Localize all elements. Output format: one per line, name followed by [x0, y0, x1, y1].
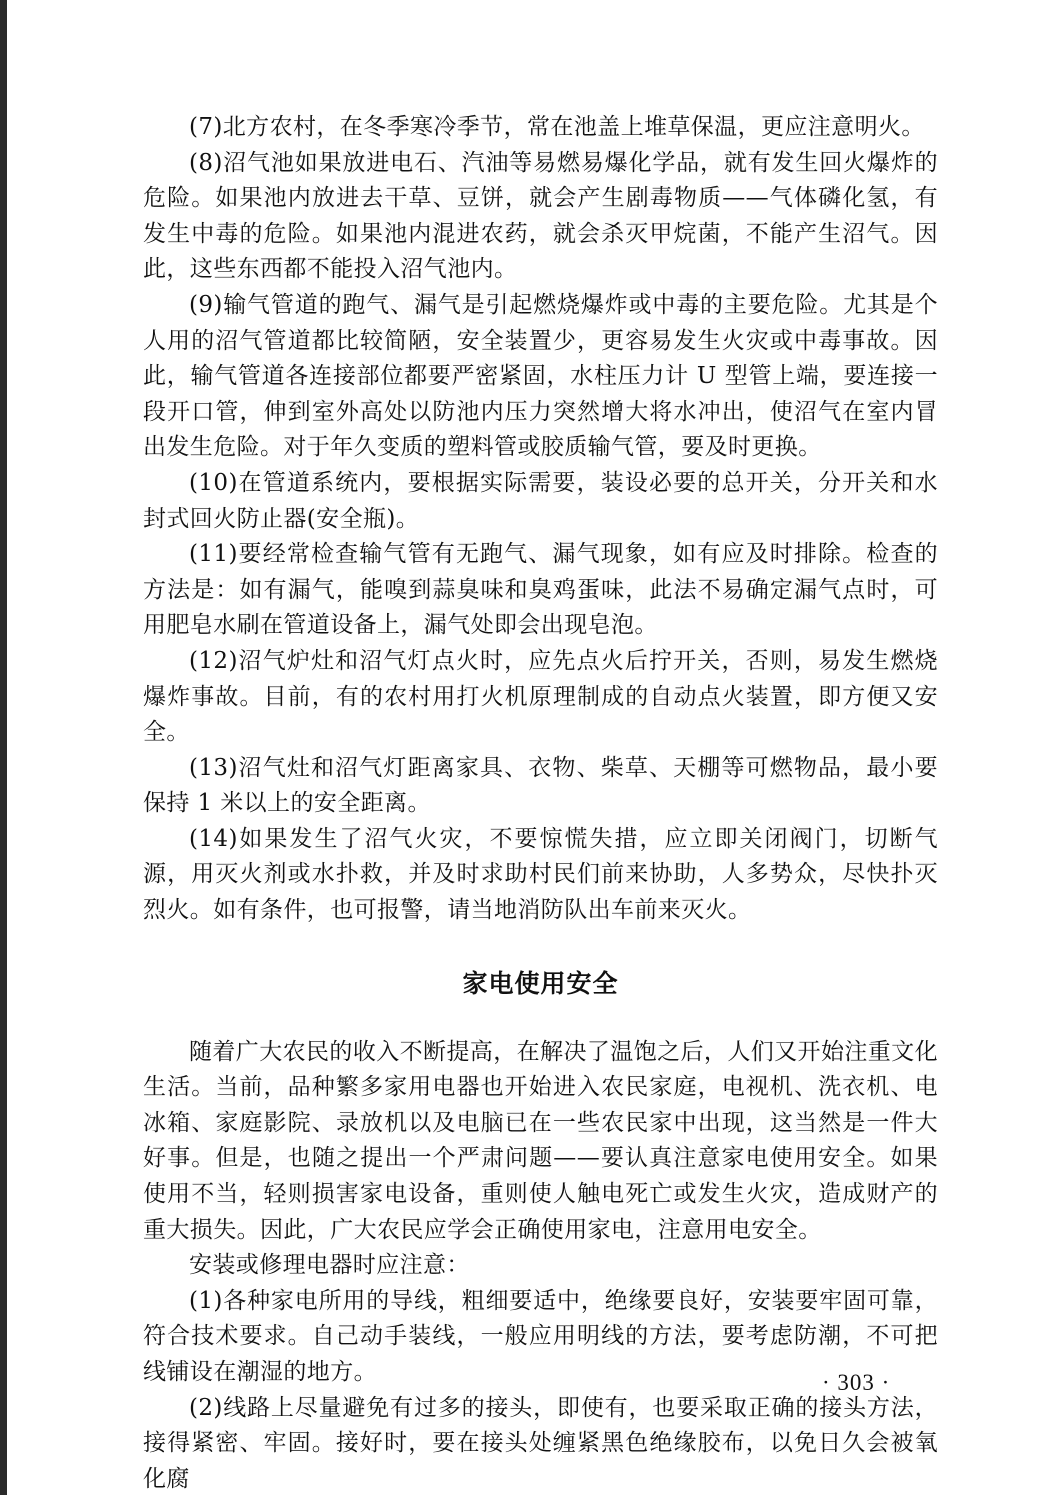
paragraph-notice: 安装或修理电器时应注意：: [189, 1252, 470, 1279]
paragraph-item-14: (14)如果发生了沼气火灾，不要惊慌失措，应立即关闭阀门，切断气源，用灭火剂或水扑救，并及时求助村民们前来协助，人多势众，尽快扑灭烈火。如有条件，也可报警，请当地消防队出车前来灭火。: [143, 825, 938, 924]
paragraph-rule-1: (1)各种家电所用的导线，粗细要适中，绝缘要良好，安装要牢固可靠，符合技术要求。自己动手装线，一般应用明线的方法，要考虑防潮，不可把线铺设在潮湿的地方。: [143, 1287, 938, 1385]
paragraph-item-13: (13)沼气灶和沼气灯距离家具、衣物、柴草、天棚等可燃物品，最小要保持 1 米以上的安全距离。: [143, 754, 938, 817]
paragraph-intro: 随着广大农民的收入不断提高，在解决了温饱之后，人们又开始注重文化生活。当前，品种繁多家用电器也开始进入农民家庭，电视机、洗衣机、电冰箱、家庭影院、录放机以及电脑已在一些农民家中出现，这当然是一件大好事。但是，也随之提出一个严肃问题——要认真注意家电使用安全。如果使用不当，轻则损害家电设备，重则使人触电死亡或发生火灾，造成财产的重大损失。因此，广大农民应学会正确使用家电，注意用电安全。: [143, 1038, 938, 1243]
paragraph-item-10: (10)在管道系统内，要根据实际需要，装设必要的总开关，分开关和水封式回火防止器(安全瓶)。: [143, 469, 938, 532]
page-number: · 303 ·: [822, 1370, 891, 1395]
page-body: [143, 110, 938, 1497]
scan-edge: [0, 0, 7, 1495]
paragraph-item-7: (7)北方农村，在冬季寒冷季节，常在池盖上堆草保温，更应注意明火。: [189, 114, 925, 140]
paragraph-item-9: (9)输气管道的跑气、漏气是引起燃烧爆炸或中毒的主要危险。尤其是个人用的沼气管道都比较简陋，安全装置少，更容易发生火灾或中毒事故。因此，输气管道各连接部位都要严密紧固，水柱压力计 U 型管上端，要连接一段开口管，伸到室外高处以防池内压力突然增大将水冲出，使沼气在室内冒出发生危险。对于年久变质的塑料管或胶质输气管，要及时更换。: [143, 291, 938, 461]
paragraph-rule-2: (2)线路上尽量避免有过多的接头，即使有，也要采取正确的接头方法，接得紧密、牢固。接好时，要在接头处缠紧黑色绝缘胶布，以免日久会被氧化腐: [143, 1394, 938, 1492]
paragraph-item-11: (11)要经常检查输气管有无跑气、漏气现象，如有应及时排除。检查的方法是：如有漏气，能嗅到蒜臭味和臭鸡蛋味，此法不易确定漏气点时，可用肥皂水刷在管道设备上，漏气处即会出现皂泡。: [143, 541, 938, 639]
paragraph-item-8: (8)沼气池如果放进电石、汽油等易燃易爆化学品，就有发生回火爆炸的危险。如果池内放进去干草、豆饼，就会产生剧毒物质——气体磷化氢，有发生中毒的危险。如果池内混进农药，就会杀灭甲烷菌，不能产生沼气。因此，这些东西都不能投入沼气池内。: [143, 149, 938, 283]
section-title: 家电使用安全: [462, 968, 619, 998]
paragraph-item-12: (12)沼气炉灶和沼气灯点火时，应先点火后拧开关，否则，易发生燃烧爆炸事故。目前，有的农村用打火机原理制成的自动点火装置，即方便又安全。: [143, 647, 938, 746]
